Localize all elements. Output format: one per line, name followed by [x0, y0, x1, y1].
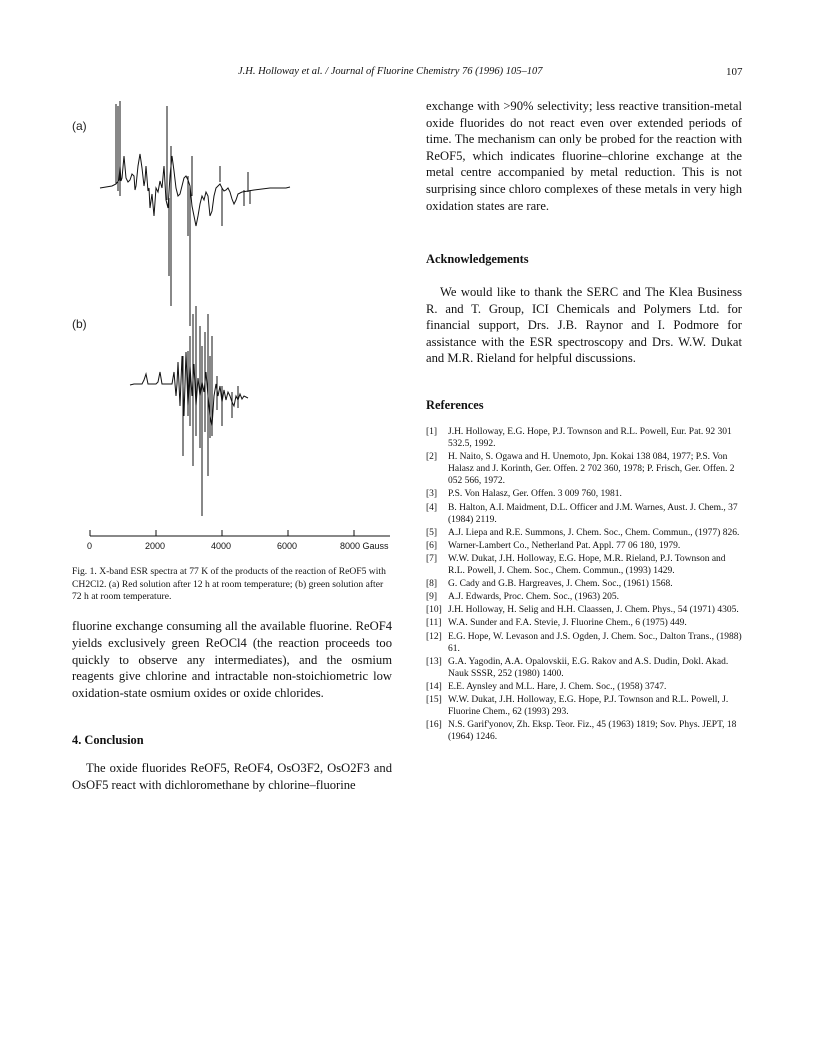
acknowledgements-paragraph: We would like to thank the SERC and The Klea Business R. and T. Group, ICI Chemicals and Polymers Ltd. for financial support, Drs. J.B. Raynor and I. Podmore for assistance with the ESR spectroscopy and Drs. W.W. Dukat and M.R. Rieland for helpful discussions. [426, 285, 742, 366]
reference-number: [4] [426, 502, 438, 513]
reference-number: [5] [426, 527, 438, 538]
reference-item [426, 426, 744, 450]
reference-item [426, 451, 744, 487]
acknowledgements-heading: Acknowledgements [426, 252, 529, 266]
reference-number: [14] [426, 681, 442, 692]
reference-item [426, 578, 744, 590]
conclusion-heading: 4. Conclusion [72, 733, 144, 747]
reference-text: B. Halton, A.I. Maidment, D.L. Officer and J.M. Warnes, Aust. J. Chem., 37 (1984) 2119. [448, 502, 738, 525]
reference-number: [2] [426, 452, 438, 463]
reference-text: W.A. Sunder and F.A. Stevie, J. Fluorine Chem., 6 (1975) 449. [448, 618, 687, 629]
references-heading: References [426, 398, 484, 412]
figure-caption: Fig. 1. X-band ESR spectra at 77 K of the products of the reaction of ReOF5 with CH2Cl2. (a) Red solution after 12 h at room temperature; (b) green solution after 72 h at room temperature. [72, 566, 386, 603]
reference-text: J.H. Holloway, E.G. Hope, P.J. Townson and R.L. Powell, Eur. Pat. 92 301 532.5, 1992. [448, 427, 732, 450]
conclusion-paragraph: The oxide fluorides ReOF5, ReOF4, OsO3F2, OsO2F3 and OsOF5 react with dichloromethane by chlorine–fluorine [72, 761, 392, 792]
reference-number: [15] [426, 694, 442, 705]
reference-item [426, 527, 744, 539]
left-column-text [72, 618, 392, 702]
reference-text: W.W. Dukat, J.H. Holloway, E.G. Hope, M.R. Rieland, P.J. Townson and R.L. Powell, J. Chem. Soc., Chem. Commun., (1993) 1429. [448, 553, 726, 577]
reference-number: [6] [426, 540, 438, 551]
reference-number: [9] [426, 592, 438, 603]
reference-number: [8] [426, 579, 438, 590]
spectrum-a-spikes [116, 101, 250, 326]
reference-item [426, 694, 744, 718]
reference-item [426, 656, 744, 680]
panel-b-label: (b) [72, 317, 87, 331]
reference-item [426, 488, 744, 500]
reference-number: [13] [426, 656, 442, 667]
reference-number: [12] [426, 631, 442, 642]
reference-text: Warner-Lambert Co., Netherland Pat. Appl. 77 06 180, 1979. [448, 540, 681, 551]
tick-label-4000: 4000 [211, 541, 232, 551]
reference-text: P.S. Von Halasz, Ger. Offen. 3 009 760, 1981. [448, 489, 622, 500]
reference-item [426, 502, 744, 526]
reference-number: [3] [426, 489, 438, 500]
reference-text: J.H. Holloway, H. Selig and H.H. Claassen, J. Chem. Phys., 54 (1971) 4305. [448, 605, 739, 616]
reference-text: A.J. Edwards, Proc. Chem. Soc., (1963) 205. [448, 592, 619, 603]
reference-text: N.S. Garif'yonov, Zh. Eksp. Teor. Fiz., 45 (1963) 1819; Sov. Phys. JEPT, 18 (1964) 1246. [448, 720, 737, 743]
reference-text: A.J. Liepa and R.E. Summons, J. Chem. Soc., Chem. Commun., (1977) 826. [448, 527, 740, 538]
body-paragraph-continued: exchange with >90% selectivity; less reactive transition-metal oxide fluorides do not react even over extended periods of time. The mechanism can only be probed for the reaction with ReOF5, which indicates fluorine–chlorine exchange at the metal centre accompanied by metal reduction. This is not surprising since chloro complexes of these metals in very high oxidation states are rare. [426, 99, 742, 213]
esr-spectra-figure [72, 96, 402, 566]
spectrum-b-trace [130, 352, 248, 426]
reference-item [426, 631, 744, 655]
reference-number: [7] [426, 553, 438, 564]
reference-number: [11] [426, 618, 442, 629]
reference-text: E.E. Aynsley and M.L. Hare, J. Chem. Soc., (1958) 3747. [448, 681, 667, 692]
running-head: J.H. Holloway et al. / Journal of Fluorine Chemistry 76 (1996) 105–107 [238, 66, 543, 77]
reference-item [426, 553, 744, 577]
right-column-text [426, 98, 742, 214]
tick-label-0: 0 [87, 541, 93, 551]
body-paragraph: fluorine exchange consuming all the available fluorine. ReOF4 yields exclusively green ReOCl4 (the reaction proceeds too quickly to observe any intermediates), and the osmium reagents give chlorine and intractable non-stoichiometric low oxidation-state osmium oxides or oxide chlorides. [72, 619, 392, 701]
tick-label-8000: 8000 Gauss [340, 541, 389, 551]
tick-label-2000: 2000 [145, 541, 166, 551]
reference-text: H. Naito, S. Ogawa and H. Unemoto, Jpn. Kokai 138 084, 1977; P.S. Von Halasz and J. Korinth, Ger. Offen. 2 702 360, 1978; P. Frisch, Ger. Offen. 2 052 566, 1972. [448, 452, 735, 487]
tick-label-6000: 6000 [277, 541, 298, 551]
reference-item [426, 719, 744, 743]
esr-spectra-svg [72, 96, 402, 566]
references-list [426, 426, 744, 744]
reference-number: [10] [426, 605, 442, 616]
reference-text: G.A. Yagodin, A.A. Opalovskii, E.G. Rakov and A.S. Dudin, Dokl. Akad. Nauk SSSR, 252 (1980) 1400. [448, 656, 729, 679]
reference-text: E.G. Hope, W. Levason and J.S. Ogden, J. Chem. Soc., Dalton Trans., (1988) 61. [448, 631, 742, 654]
page-number: 107 [726, 66, 743, 78]
panel-a-label: (a) [72, 119, 87, 133]
reference-item [426, 617, 744, 629]
reference-text: G. Cady and G.B. Hargreaves, J. Chem. Soc., (1961) 1568. [448, 579, 673, 590]
page-header [0, 66, 815, 82]
spectrum-a-trace [100, 154, 290, 226]
reference-item [426, 591, 744, 603]
reference-item [426, 540, 744, 552]
reference-text: W.W. Dukat, J.H. Holloway, E.G. Hope, P.J. Townson and R.L. Powell, J. Fluorine Chem., 62 (1993) 293. [448, 694, 729, 718]
reference-item [426, 681, 744, 693]
reference-number: [16] [426, 720, 442, 731]
reference-item [426, 604, 744, 616]
reference-number: [1] [426, 427, 438, 437]
spectrum-b-spikes [183, 306, 238, 516]
